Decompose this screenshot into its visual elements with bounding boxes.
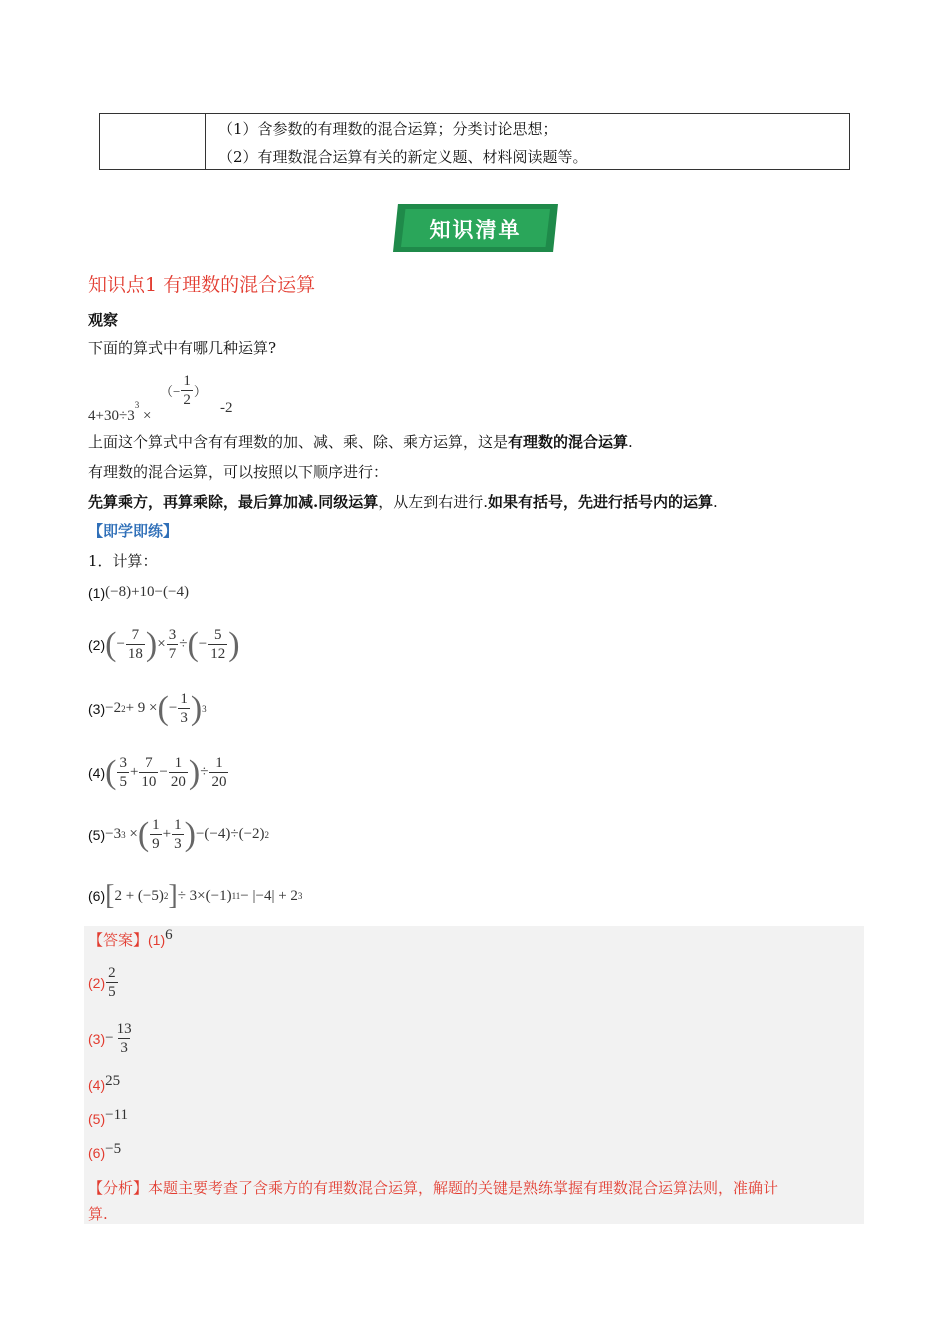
fraction-den: 7 <box>168 646 177 662</box>
expr-fraction <box>181 372 193 409</box>
fraction <box>106 964 118 1001</box>
problem-1 <box>88 584 189 601</box>
paren-open: ( <box>187 625 199 663</box>
expr-fraction-den: 2 <box>183 392 191 408</box>
paragraph-1-c: . <box>628 433 633 451</box>
answer-3-sign: − <box>105 1030 114 1046</box>
answer-2-expr <box>105 964 119 1001</box>
answer-label: 【答案】 <box>88 931 149 949</box>
fraction-den: 10 <box>141 774 157 790</box>
paragraph-3-d: . <box>713 493 718 511</box>
expr-fraction-num: 1 <box>183 373 191 389</box>
paren-open: ( <box>105 625 117 663</box>
paren-close: ) <box>228 625 240 663</box>
fraction-num: 7 <box>131 627 140 643</box>
p3-mid: + 9 × <box>125 700 158 716</box>
fraction-num: 3 <box>168 627 177 643</box>
p5-tail: −(−4)÷(−2) <box>195 826 265 842</box>
fraction-den: 12 <box>210 646 226 662</box>
fraction-den: 3 <box>174 836 182 852</box>
problem-2-label: (2) <box>88 636 106 653</box>
answer-5-label: (5) <box>88 1110 106 1127</box>
problem-2 <box>88 626 240 663</box>
fraction-num: 1 <box>180 691 188 707</box>
paren-close: ) <box>190 689 203 727</box>
observe-question: 下面的算式中有哪几种运算? <box>88 339 277 357</box>
practice-question: 1．计算： <box>88 552 158 570</box>
fraction-den: 5 <box>119 774 127 790</box>
fraction-den: 5 <box>108 984 116 1000</box>
p5-tail-exp: 2 <box>264 829 270 840</box>
fraction <box>117 754 129 791</box>
paragraph-1-a: 上面这个算式中含有有理数的加、减、乘、除、乘方运算，这是 <box>88 433 509 451</box>
analysis-line-2: 算. <box>88 1205 108 1223</box>
fraction-num: 3 <box>119 755 127 771</box>
fraction <box>178 690 190 727</box>
problem-4-expr: ( $\frac{3}{5}$ + $\frac{7}{10}$ − $\frac{1}{20}$ ) ÷ $\frac{1}{20}$ <box>105 753 227 791</box>
expr-close: ） <box>193 384 207 399</box>
problem-3-expr: −2 2 + 9 × ( − $\frac{1}{3}$ ) 3 <box>105 689 207 727</box>
problem-5 <box>88 816 269 853</box>
fraction-den: 20 <box>170 774 186 790</box>
p6-mid: ÷ 3×(−1) <box>177 887 232 904</box>
p3-pre-exp: 2 <box>121 703 126 714</box>
problem-4 <box>88 754 229 791</box>
problem-6 <box>88 880 302 912</box>
paren-open: ( <box>137 815 150 853</box>
paren-close: ) <box>145 625 158 663</box>
expr-left: 4+30÷3 <box>88 408 135 424</box>
answer-4-label: (4) <box>88 1076 106 1093</box>
p6-mid-exp: 11 <box>231 891 241 901</box>
fraction <box>139 754 158 791</box>
observe-label: 观察 <box>88 311 119 329</box>
fraction-num: 1 <box>215 755 223 771</box>
answer-6 <box>88 1141 122 1161</box>
p5-pre: −3 <box>105 826 122 842</box>
answer-1-value: 6 <box>165 926 173 943</box>
practice-title: 【即学即练】 <box>88 522 179 540</box>
example-expression-fraction <box>160 372 207 409</box>
problem-2-expr: ( − $\frac{7}{18}$ ) × $\frac{3}{7}$ ÷ ( − $\frac{5}{12}$ ) <box>105 625 240 663</box>
problem-6-expr <box>105 880 302 912</box>
fraction-num: 13 <box>116 1021 132 1037</box>
problem-1-label: (1) <box>88 584 106 601</box>
answer-6-value: −5 <box>105 1141 122 1157</box>
p5-pre-exp: 3 <box>121 829 126 840</box>
expr-exp: 3 <box>134 400 140 410</box>
problem-3-label: (3) <box>88 700 106 717</box>
analysis-line-1: 【分析】本题主要考查了含乘方的有理数混合运算，解题的关键是熟练掌握有理数混合运算法则，准确计 <box>88 1179 779 1197</box>
section-banner-title: 知识清单 <box>429 218 522 242</box>
expr-neg: （− <box>160 384 181 399</box>
table-row-2: （2）有理数混合运算有关的新定义题、材料阅读题等。 <box>218 148 588 166</box>
answer-1 <box>88 926 173 950</box>
paragraph-1-b: 有理数的混合运算 <box>508 433 629 451</box>
fraction <box>126 626 145 663</box>
fraction <box>150 816 162 853</box>
answer-6-label: (6) <box>88 1144 106 1161</box>
answer-4-value: 25 <box>105 1073 121 1089</box>
fraction-den: 3 <box>120 1040 128 1056</box>
p6-inner: 2 + (−5) <box>114 887 164 904</box>
problem-5-expr: −3 3 × ( $\frac{1}{9}$ + $\frac{1}{3}$ ) −(−4)÷(−2) 2 <box>105 815 270 853</box>
p3-pre: −2 <box>105 700 122 716</box>
problem-5-label: (5) <box>88 826 106 843</box>
expr-tail: -2 <box>220 400 233 416</box>
expr-times: × <box>139 408 152 424</box>
fraction-num: 2 <box>108 965 116 981</box>
paren-close: ) <box>188 753 201 791</box>
paragraph-3-c: 如果有括号，先进行括号内的运算 <box>488 493 714 511</box>
problem-3 <box>88 690 207 727</box>
problem-1-expr: (−8)+10−(−4) <box>105 584 189 600</box>
paragraph-2: 有理数的混合运算，可以按照以下顺序进行： <box>88 463 389 481</box>
paren-close: ) <box>184 815 196 853</box>
paren-open: ( <box>157 689 169 727</box>
paragraph-1 <box>88 432 633 452</box>
answer-1-label: (1) <box>148 932 166 948</box>
paren-open: ( <box>105 753 117 791</box>
answer-5-value: −11 <box>105 1107 129 1123</box>
problem-6-label: (6) <box>88 888 106 904</box>
fraction-num: 1 <box>174 755 183 771</box>
answer-3-label: (3) <box>88 1030 106 1047</box>
table-left-cell <box>100 114 206 169</box>
bracket-open: [ <box>105 880 115 911</box>
answer-4 <box>88 1073 121 1093</box>
paragraph-3 <box>88 492 718 512</box>
answer-2-label: (2) <box>88 974 106 991</box>
fraction <box>167 626 179 663</box>
paragraph-3-a: 先算乘方，再算乘除，最后算加减.同级运算 <box>88 493 379 511</box>
answer-3 <box>88 1020 135 1057</box>
answer-2 <box>88 964 119 1001</box>
fraction-num: 5 <box>214 627 222 643</box>
bracket-close: ] <box>168 880 178 911</box>
answer-3-expr <box>105 1020 134 1057</box>
fraction <box>169 754 188 791</box>
paragraph-3-b: ，从左到右进行. <box>378 493 489 511</box>
p6-inner-exp: 2 <box>163 891 169 901</box>
fraction <box>209 754 228 791</box>
fraction-num: 1 <box>152 817 160 833</box>
problem-4-label: (4) <box>88 764 106 781</box>
fraction-num: 1 <box>174 817 182 833</box>
topic-table <box>99 113 850 170</box>
p6-tail-exp: 3 <box>297 891 303 901</box>
fraction-den: 9 <box>152 836 160 852</box>
fraction-num: 7 <box>145 755 153 771</box>
section-heading: 知识点1 有理数的混合运算 <box>88 274 316 296</box>
fraction-den: 20 <box>211 774 227 790</box>
answer-5 <box>88 1107 129 1127</box>
fraction-den: 3 <box>180 710 188 726</box>
p3-exp: 3 <box>202 703 207 714</box>
table-row-1: （1）含参数的有理数的混合运算；分类讨论思想； <box>218 120 558 138</box>
p6-tail: − |−4| + 2 <box>240 887 298 904</box>
fraction-den: 18 <box>127 646 143 662</box>
fraction <box>172 816 184 853</box>
fraction <box>115 1020 134 1057</box>
example-expression-left <box>88 400 151 425</box>
fraction <box>208 626 227 663</box>
